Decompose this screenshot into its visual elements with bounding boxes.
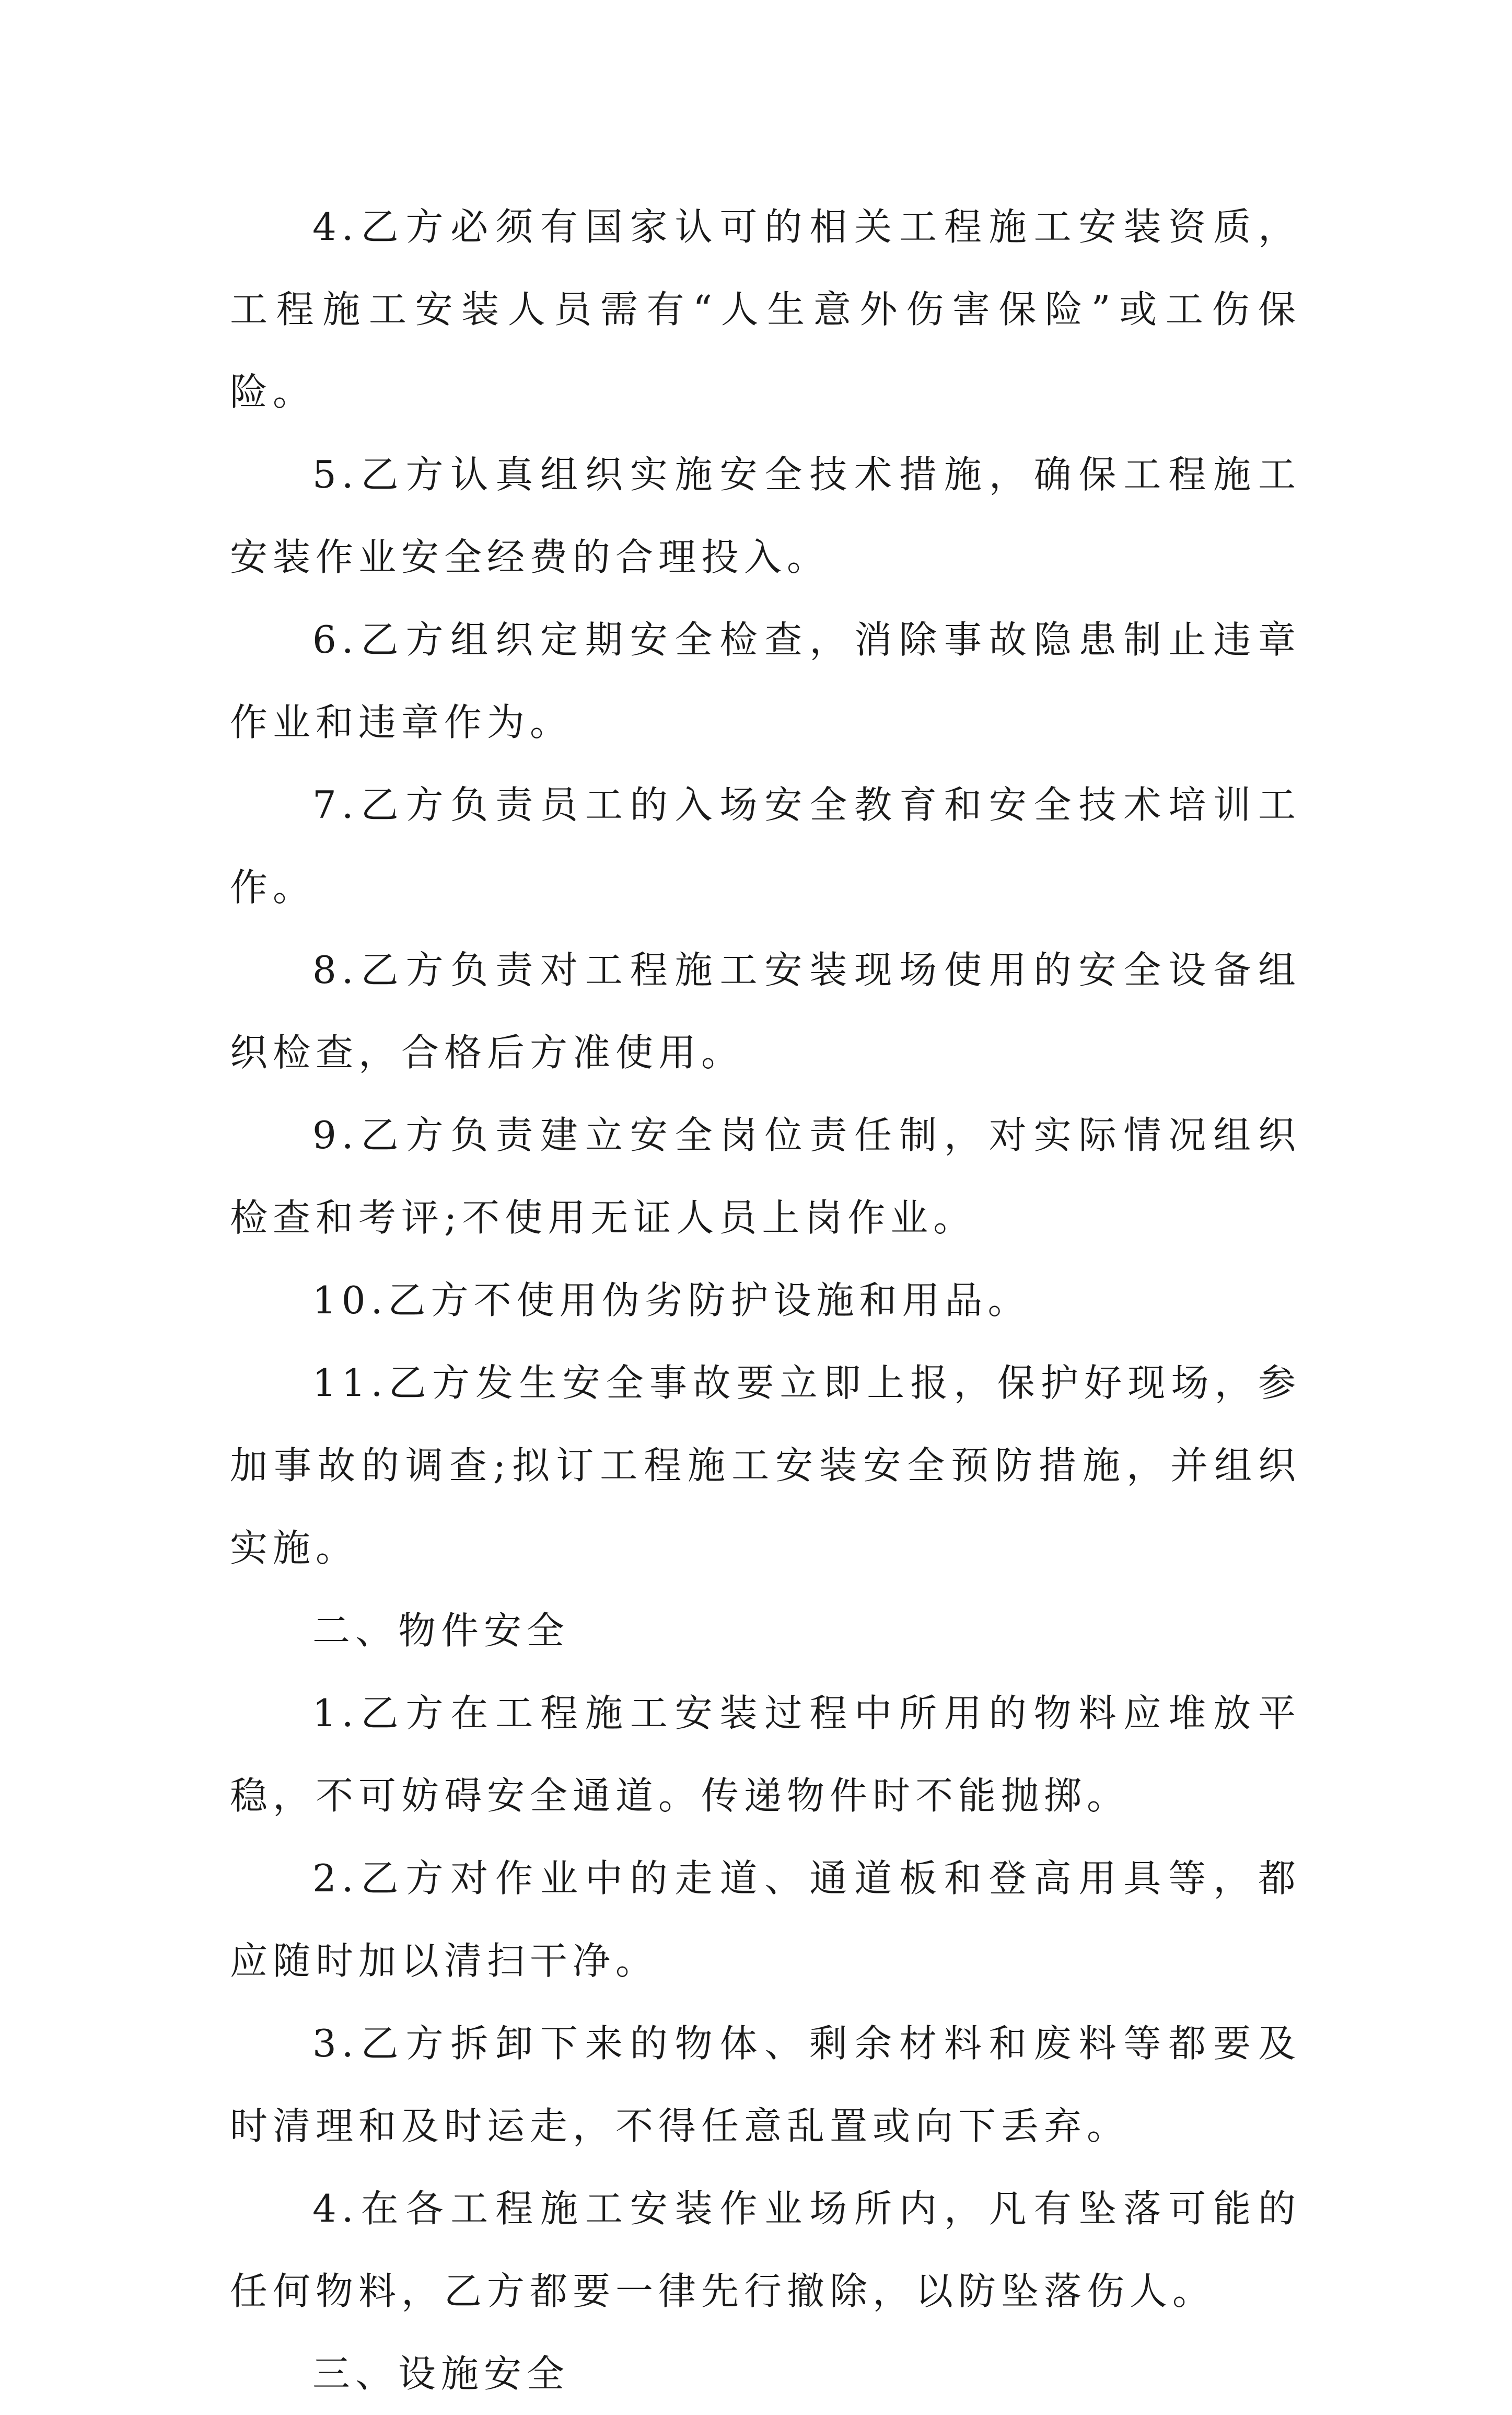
paragraph-object-1-stacking: 1.乙方在工程施工安装过程中所用的物料应堆放平稳，不可妨碍安全通道。传递物件时不能抛掷。 xyxy=(230,1691,1301,1818)
paragraph-clause-11-accident-report: 11.乙方发生安全事故要立即上报，保护好现场，参加事故的调查;拟订工程施工安装安全预防措施，并组织实施。 xyxy=(230,1361,1301,1570)
paragraph-clause-4-qualification: 4.乙方必须有国家认可的相关工程施工安装资质，工程施工安装人员需有“人生意外伤害保险”或工伤保险。 xyxy=(230,205,1301,414)
document-body xyxy=(230,186,1301,2415)
paragraph-clause-8-equipment-check: 8.乙方负责对工程施工安装现场使用的安全设备组织检查，合格后方准使用。 xyxy=(230,948,1301,1074)
paragraph-clause-9-responsibility: 9.乙方负责建立安全岗位责任制，对实际情况组织检查和考评;不使用无证人员上岗作业。 xyxy=(230,1113,1301,1240)
paragraph-object-4-falling-prevention: 4.在各工程施工安装作业场所内，凡有坠落可能的任何物料，乙方都要一律先行撤除，以防坠落伤人。 xyxy=(230,2187,1301,2313)
paragraph-clause-7-training: 7.乙方负责员工的入场安全教育和安全技术培训工作。 xyxy=(230,783,1301,909)
paragraph-object-3-removal: 3.乙方拆卸下来的物体、剩余材料和废料等都要及时清理和及时运走，不得任意乱置或向下丢弃。 xyxy=(230,2021,1301,2148)
paragraph-clause-10-protective-gear: 10.乙方不使用伪劣防护设施和用品。 xyxy=(312,1278,1031,1322)
paragraph-clause-5-safety-measures: 5.乙方认真组织实施安全技术措施，确保工程施工安装作业安全经费的合理投入。 xyxy=(230,453,1301,579)
paragraph-clause-6-inspection: 6.乙方组织定期安全检查，消除事故隐患制止违章作业和违章作为。 xyxy=(230,618,1301,744)
paragraph-object-2-cleaning: 2.乙方对作业中的走道、通道板和登高用具等，都应随时加以清扫干净。 xyxy=(230,1856,1301,1983)
section-heading-object-safety: 二、物件安全 xyxy=(312,1609,570,1653)
section-heading-facility-safety: 三、设施安全 xyxy=(312,2352,570,2396)
